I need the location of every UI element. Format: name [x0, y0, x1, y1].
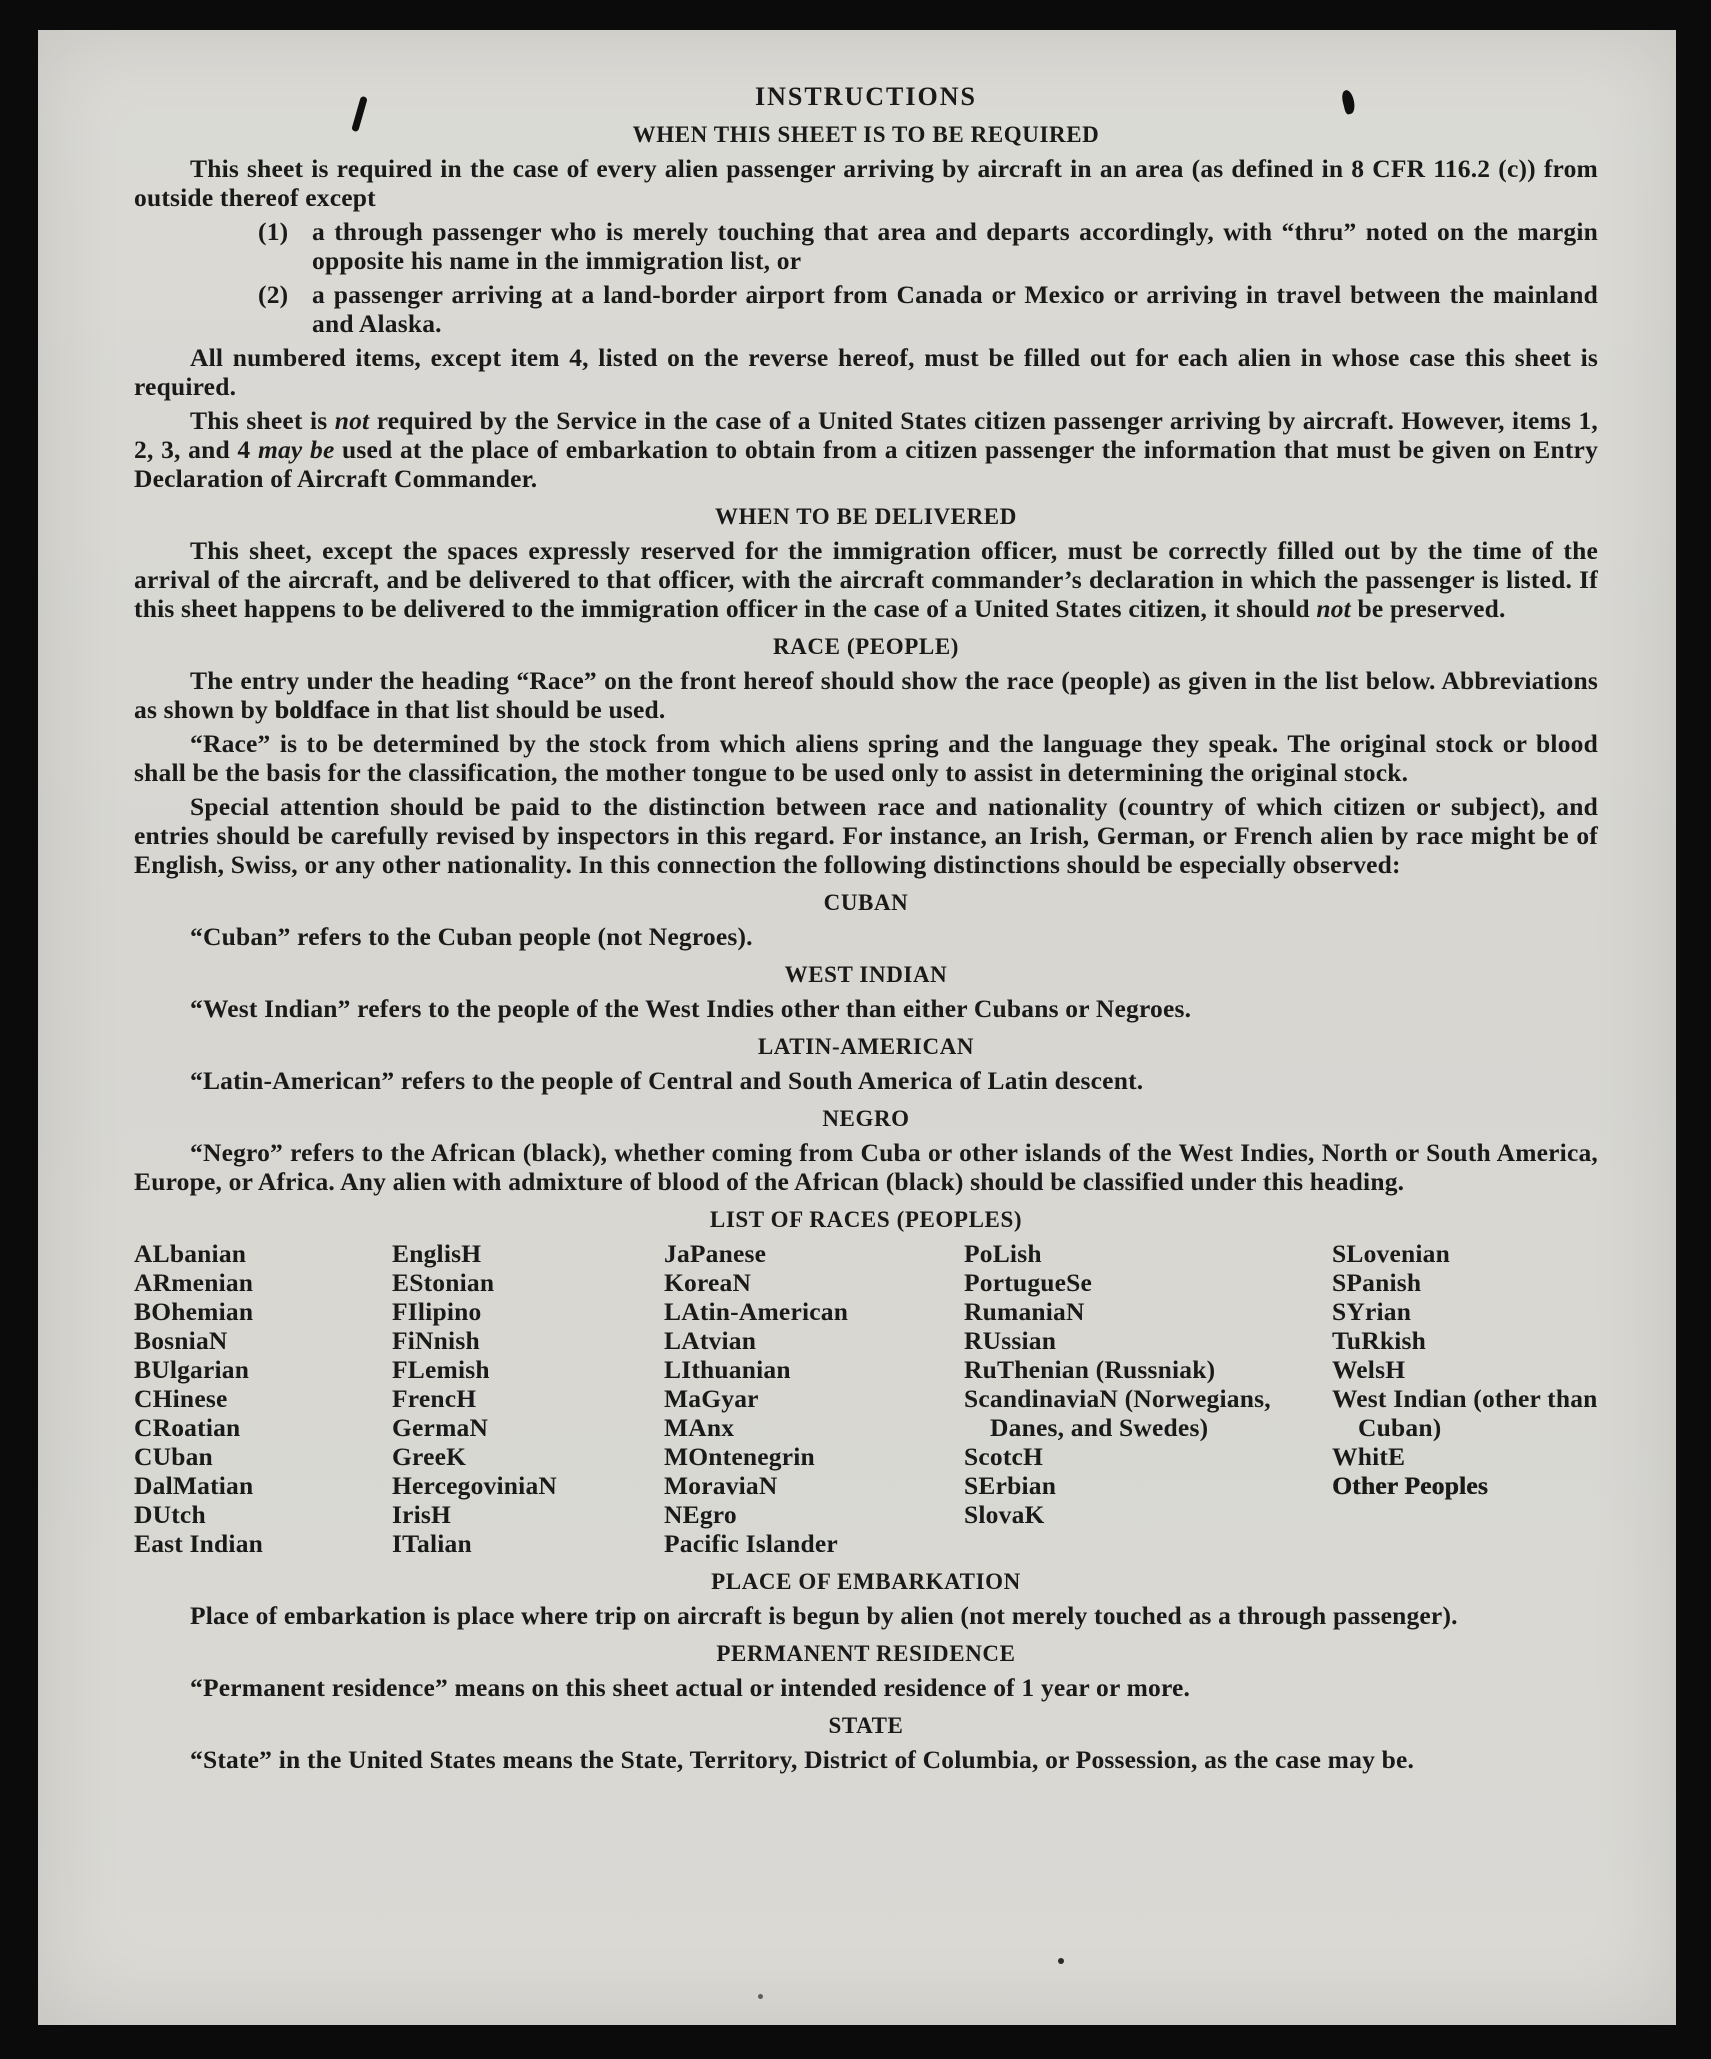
- race-item: SYrian: [1332, 1297, 1412, 1326]
- race-item: MOntenegrin: [664, 1442, 815, 1471]
- paragraph-embarkation: Place of embarkation is place where trip on aircraft is begun by alien (not merely touched as a through passenger).: [190, 1601, 1458, 1630]
- race-item: IrisH: [392, 1500, 452, 1529]
- text-segment: This sheet is: [190, 406, 335, 435]
- text-segment-italic: may be: [257, 435, 335, 464]
- race-item: BOhemian: [134, 1297, 254, 1326]
- heading-state: STATE: [828, 1713, 904, 1738]
- paragraph-citizen: [134, 406, 1598, 493]
- race-item: SPanish: [1332, 1268, 1422, 1297]
- race-item: BosniaN: [134, 1326, 228, 1355]
- race-item: PortugueSe: [964, 1268, 1093, 1297]
- list-number-2: (2): [258, 280, 289, 309]
- race-item: LIthuanian: [664, 1355, 791, 1384]
- race-item: RuThenian (Russniak): [964, 1355, 1216, 1384]
- race-item: FrencH: [392, 1384, 477, 1413]
- race-item: ALbanian: [134, 1239, 247, 1268]
- text-segment: used at the place of embarkation to obtain from a citizen passenger the information that must be given on Entry Declaration of Aircraft Commander.: [134, 435, 1599, 493]
- paragraph-west-indian: “West Indian” refers to the people of the West Indies other than either Cubans or Negroes.: [190, 994, 1192, 1023]
- races-column-3: [664, 1239, 964, 1558]
- race-item: ScotcH: [964, 1442, 1044, 1471]
- text-segment: This sheet, except the spaces expressly reserved for the immigration officer, must be correctly filled out by the time of the arrival of the aircraft, and be delivered to that officer, with the aircraft commander’s declaration in which the passenger is listed. If this sheet happens to be delivered to the immigration officer in the case of a United States citizen, it should: [134, 536, 1598, 623]
- heading-west-indian: WEST INDIAN: [784, 962, 948, 987]
- heading-race-people: RACE (PEOPLE): [772, 634, 960, 659]
- text-segment: in that list should be used.: [369, 695, 666, 724]
- race-item: JaPanese: [664, 1239, 767, 1268]
- heading-when-delivered: WHEN TO BE DELIVERED: [715, 504, 1017, 529]
- race-item: ITalian: [392, 1529, 472, 1558]
- heading-negro: NEGRO: [822, 1106, 910, 1131]
- scan-speck: [758, 1994, 763, 1999]
- race-item: GreeK: [392, 1442, 467, 1471]
- race-item: East Indian: [134, 1529, 264, 1558]
- paragraph-negro: “Negro” refers to the African (black), whether coming from Cuba or other islands of the West Indies, North or South America, Europe, or Africa. Any alien with admixture of blood of the African (black) should be classified under this heading.: [134, 1138, 1598, 1196]
- heading-when-required: WHEN THIS SHEET IS TO BE REQUIRED: [632, 122, 1100, 147]
- race-item: CHinese: [134, 1384, 228, 1413]
- race-item: WelsH: [1332, 1355, 1406, 1384]
- list-number-1: (1): [258, 217, 289, 246]
- paragraph-race-determined: “Race” is to be determined by the stock from which aliens spring and the language they speak. The original stock or blood shall be the basis for the classification, the mother tongue to be used only to assist in determining the original stock.: [134, 729, 1598, 787]
- paragraph-race-attention: Special attention should be paid to the distinction between race and nationality (country of which citizen or subject), and entries should be carefully revised by inspectors in this regard. For instance, an Irish, German, or French alien by race might be of English, Swiss, or any other nationality. In this connection the following distinctions should be especially observed:: [134, 792, 1598, 879]
- paragraph-latin-american: “Latin-American” refers to the people of Central and South America of Latin descent.: [190, 1066, 1144, 1095]
- race-item: SLovenian: [1332, 1239, 1451, 1268]
- heading-permanent-residence: PERMANENT RESIDENCE: [716, 1641, 1016, 1666]
- race-item: SlovaK: [964, 1500, 1045, 1529]
- races-column-1: [134, 1239, 392, 1558]
- list-item-1-text: a through passenger who is merely touching that area and departs accordingly, with “thru” noted on the margin opposite his name in the immigration list, or: [312, 217, 1598, 275]
- paragraph-cuban: “Cuban” refers to the Cuban people (not Negroes).: [190, 922, 753, 951]
- race-item: NEgro: [664, 1500, 737, 1529]
- paragraph-required-intro: This sheet is required in the case of every alien passenger arriving by aircraft in an area (as defined in 8 CFR 116.2 (c)) from outside thereof except: [134, 154, 1598, 212]
- races-list: [134, 1239, 1598, 1558]
- document-content: [38, 30, 1676, 1774]
- race-item: WhitE: [1332, 1442, 1406, 1471]
- race-item: MaGyar: [664, 1384, 759, 1413]
- list-item-2-text: a passenger arriving at a land-border airport from Canada or Mexico or arriving in travel between the mainland and Alaska.: [312, 280, 1598, 338]
- race-item: FIlipino: [392, 1297, 482, 1326]
- paragraph-residence: “Permanent residence” means on this sheet actual or intended residence of 1 year or more.: [190, 1673, 1191, 1702]
- text-segment-italic: not: [334, 406, 370, 435]
- heading-place-of-embarkation: PLACE OF EMBARKATION: [711, 1569, 1021, 1594]
- race-item: DUtch: [134, 1500, 206, 1529]
- race-item: Other Peoples: [1332, 1471, 1488, 1500]
- race-item: Pacific Islander: [664, 1529, 838, 1558]
- race-item: RUssian: [964, 1326, 1057, 1355]
- race-item: FiNnish: [392, 1326, 480, 1355]
- race-item: KoreaN: [664, 1268, 752, 1297]
- race-item: FLemish: [392, 1355, 490, 1384]
- race-item: RumaniaN: [964, 1297, 1085, 1326]
- text-segment: be preserved.: [1350, 594, 1506, 623]
- race-item: CRoatian: [134, 1413, 241, 1442]
- race-item: HercegoviniaN: [392, 1471, 558, 1500]
- document-page: [38, 30, 1676, 2025]
- race-item: EStonian: [392, 1268, 495, 1297]
- race-item: CUban: [134, 1442, 213, 1471]
- race-item: SErbian: [964, 1471, 1057, 1500]
- race-item: ARmenian: [134, 1268, 254, 1297]
- race-item: TuRkish: [1332, 1326, 1427, 1355]
- races-column-4: [964, 1239, 1332, 1558]
- text-segment-italic: not: [1316, 594, 1351, 623]
- races-column-5: [1332, 1239, 1598, 1558]
- list-item-1: [134, 217, 1598, 275]
- race-item: West Indian (other than Cuban): [1332, 1384, 1598, 1442]
- text-segment: required by the Service in the case of a United States citizen passenger arriving by aircraft. However, items 1, 2, 3, and 4: [134, 406, 1599, 464]
- text-segment: The entry under the heading “Race” on the front hereof should show the race (people) as given in the list below. Abbreviations as shown by: [134, 666, 1598, 724]
- paragraph-delivered: [134, 536, 1598, 623]
- race-item: GermaN: [392, 1413, 489, 1442]
- races-column-2: [392, 1239, 664, 1558]
- paragraph-race-entry: [134, 666, 1598, 724]
- race-item: DalMatian: [134, 1471, 254, 1500]
- race-item: MoraviaN: [664, 1471, 778, 1500]
- heading-latin-american: LATIN-AMERICAN: [757, 1034, 975, 1059]
- heading-cuban: CUBAN: [823, 890, 909, 915]
- scan-speck: [1058, 1958, 1064, 1964]
- race-item: ScandinaviaN (Norwegians, Danes, and Swedes): [964, 1384, 1271, 1442]
- race-item: PoLish: [964, 1239, 1042, 1268]
- paragraph-numbered-items: All numbered items, except item 4, listed on the reverse hereof, must be filled out for each alien in whose case this sheet is required.: [134, 343, 1598, 401]
- race-item: EnglisH: [392, 1239, 482, 1268]
- text-segment-bold: boldface: [274, 695, 370, 724]
- list-item-2: [134, 280, 1598, 338]
- race-item: LAtvian: [664, 1326, 757, 1355]
- document-title: INSTRUCTIONS: [755, 82, 977, 111]
- paragraph-state: “State” in the United States means the State, Territory, District of Columbia, or Possession, as the case may be.: [190, 1745, 1415, 1774]
- race-item: MAnx: [664, 1413, 735, 1442]
- heading-list-of-races: LIST OF RACES (PEOPLES): [709, 1207, 1023, 1232]
- race-item: BUlgarian: [134, 1355, 250, 1384]
- race-item: LAtin-American: [664, 1297, 849, 1326]
